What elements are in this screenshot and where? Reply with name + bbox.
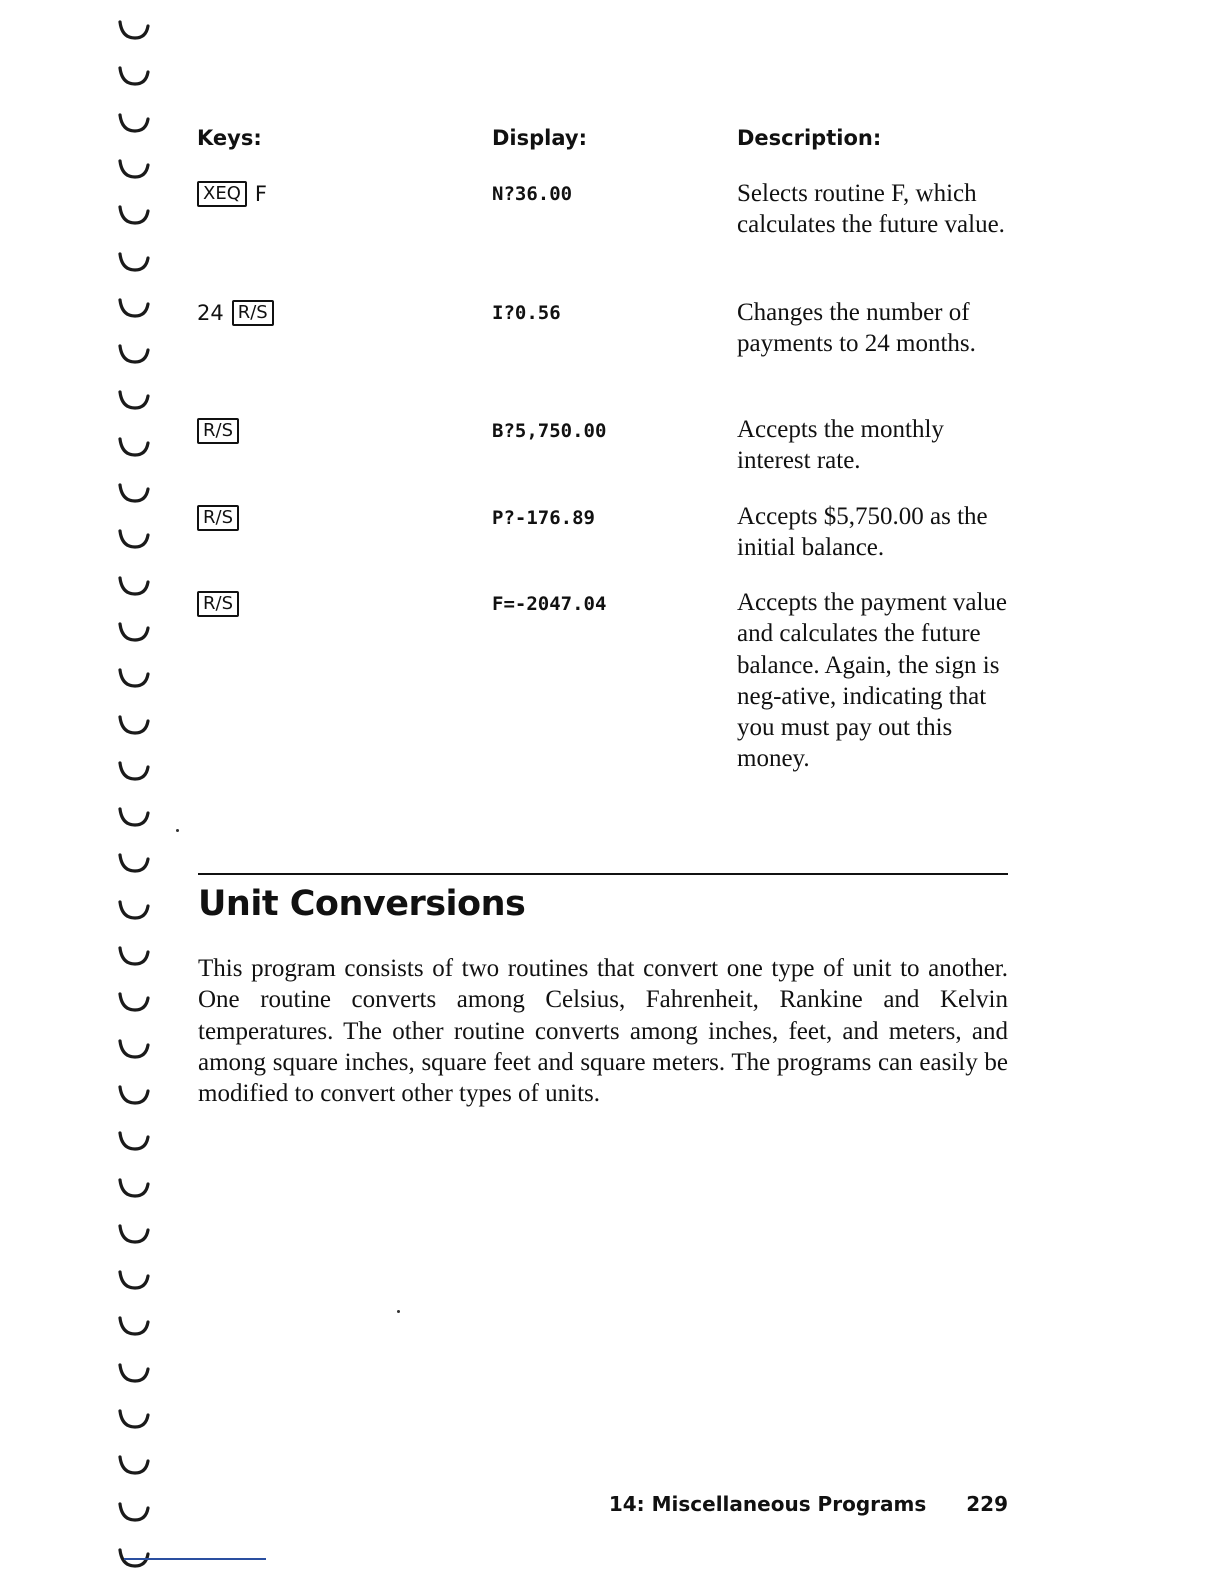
bottom-edge-line bbox=[124, 1558, 266, 1560]
table-row-display: P?-176.89 bbox=[492, 507, 595, 529]
binding-ring bbox=[108, 572, 158, 602]
binding-ring bbox=[108, 201, 158, 231]
binding-ring bbox=[108, 1498, 158, 1528]
table-row-description: Selects routine F, which calculates the future value. bbox=[737, 180, 1005, 239]
table-row-keys bbox=[197, 181, 267, 207]
table-row-display: N?36.00 bbox=[492, 183, 573, 205]
table-row-display: I?0.56 bbox=[492, 302, 561, 324]
binding-ring bbox=[108, 294, 158, 324]
binding-ring bbox=[108, 803, 158, 833]
binding-ring bbox=[108, 340, 158, 370]
table-row-description: Accepts the monthly interest rate. bbox=[737, 416, 944, 475]
table-row-display: B?5,750.00 bbox=[492, 420, 607, 442]
page-number: 229 bbox=[966, 1492, 1008, 1516]
key-rs: R/S bbox=[232, 300, 274, 326]
table-row-description: Accepts the payment value and calculates the future balance. Again, the sign is neg-ative, indicating that you must pay out this money. bbox=[737, 589, 1008, 773]
page-footer bbox=[609, 1492, 1008, 1516]
binding-ring bbox=[108, 16, 158, 46]
header-display: Display: bbox=[492, 126, 587, 150]
binding-ring bbox=[108, 248, 158, 278]
binding-ring bbox=[108, 988, 158, 1018]
header-description: Description: bbox=[737, 126, 882, 150]
binding-ring bbox=[108, 1312, 158, 1342]
binding-ring bbox=[108, 1035, 158, 1065]
binding-ring bbox=[108, 62, 158, 92]
binding-ring bbox=[108, 525, 158, 555]
binding-ring bbox=[108, 849, 158, 879]
binding-ring bbox=[108, 1266, 158, 1296]
key-rs: R/S bbox=[197, 591, 239, 617]
scan-speck bbox=[397, 1310, 400, 1313]
binding-ring bbox=[108, 1220, 158, 1250]
binding-ring bbox=[108, 711, 158, 741]
key-prefix: 24 bbox=[197, 301, 224, 325]
binding-ring bbox=[108, 109, 158, 139]
spiral-binding bbox=[108, 0, 168, 1584]
table-row-keys bbox=[197, 418, 239, 444]
table-row-keys bbox=[197, 591, 239, 617]
binding-ring bbox=[108, 757, 158, 787]
key-rs: R/S bbox=[197, 505, 239, 531]
binding-ring bbox=[108, 1174, 158, 1204]
binding-ring bbox=[108, 618, 158, 648]
key-suffix: F bbox=[254, 182, 267, 206]
scan-speck bbox=[176, 829, 179, 832]
binding-ring bbox=[108, 1127, 158, 1157]
section-title: Unit Conversions bbox=[198, 884, 526, 924]
key-xeq: XEQ bbox=[197, 181, 247, 207]
binding-ring bbox=[108, 479, 158, 509]
table-row-keys bbox=[197, 505, 239, 531]
binding-ring bbox=[108, 942, 158, 972]
section-divider bbox=[198, 873, 1008, 875]
table-row-keys bbox=[197, 300, 274, 326]
binding-ring bbox=[108, 1405, 158, 1435]
binding-ring bbox=[108, 1081, 158, 1111]
binding-ring bbox=[108, 1451, 158, 1481]
table-row-description: Changes the number of payments to 24 months. bbox=[737, 299, 976, 358]
header-keys: Keys: bbox=[197, 126, 262, 150]
binding-ring bbox=[108, 896, 158, 926]
key-rs: R/S bbox=[197, 418, 239, 444]
binding-ring bbox=[108, 155, 158, 185]
section-body: This program consists of two routines that convert one type of unit to another. One routine converts among Celsius, Fahrenheit, Rankine and Kelvin temperatures. The other routine converts among inches, feet, and meters, and among square inches, square feet and square meters. The programs can easily be modified to convert other types of units. bbox=[198, 955, 1008, 1108]
table-row-display: F=-2047.04 bbox=[492, 593, 607, 615]
binding-ring bbox=[108, 664, 158, 694]
footer-chapter: 14: Miscellaneous Programs bbox=[608, 1492, 927, 1516]
binding-ring bbox=[108, 386, 158, 416]
binding-ring bbox=[108, 433, 158, 463]
table-row-description: Accepts $5,750.00 as the initial balance. bbox=[737, 503, 988, 562]
binding-ring bbox=[108, 1359, 158, 1389]
